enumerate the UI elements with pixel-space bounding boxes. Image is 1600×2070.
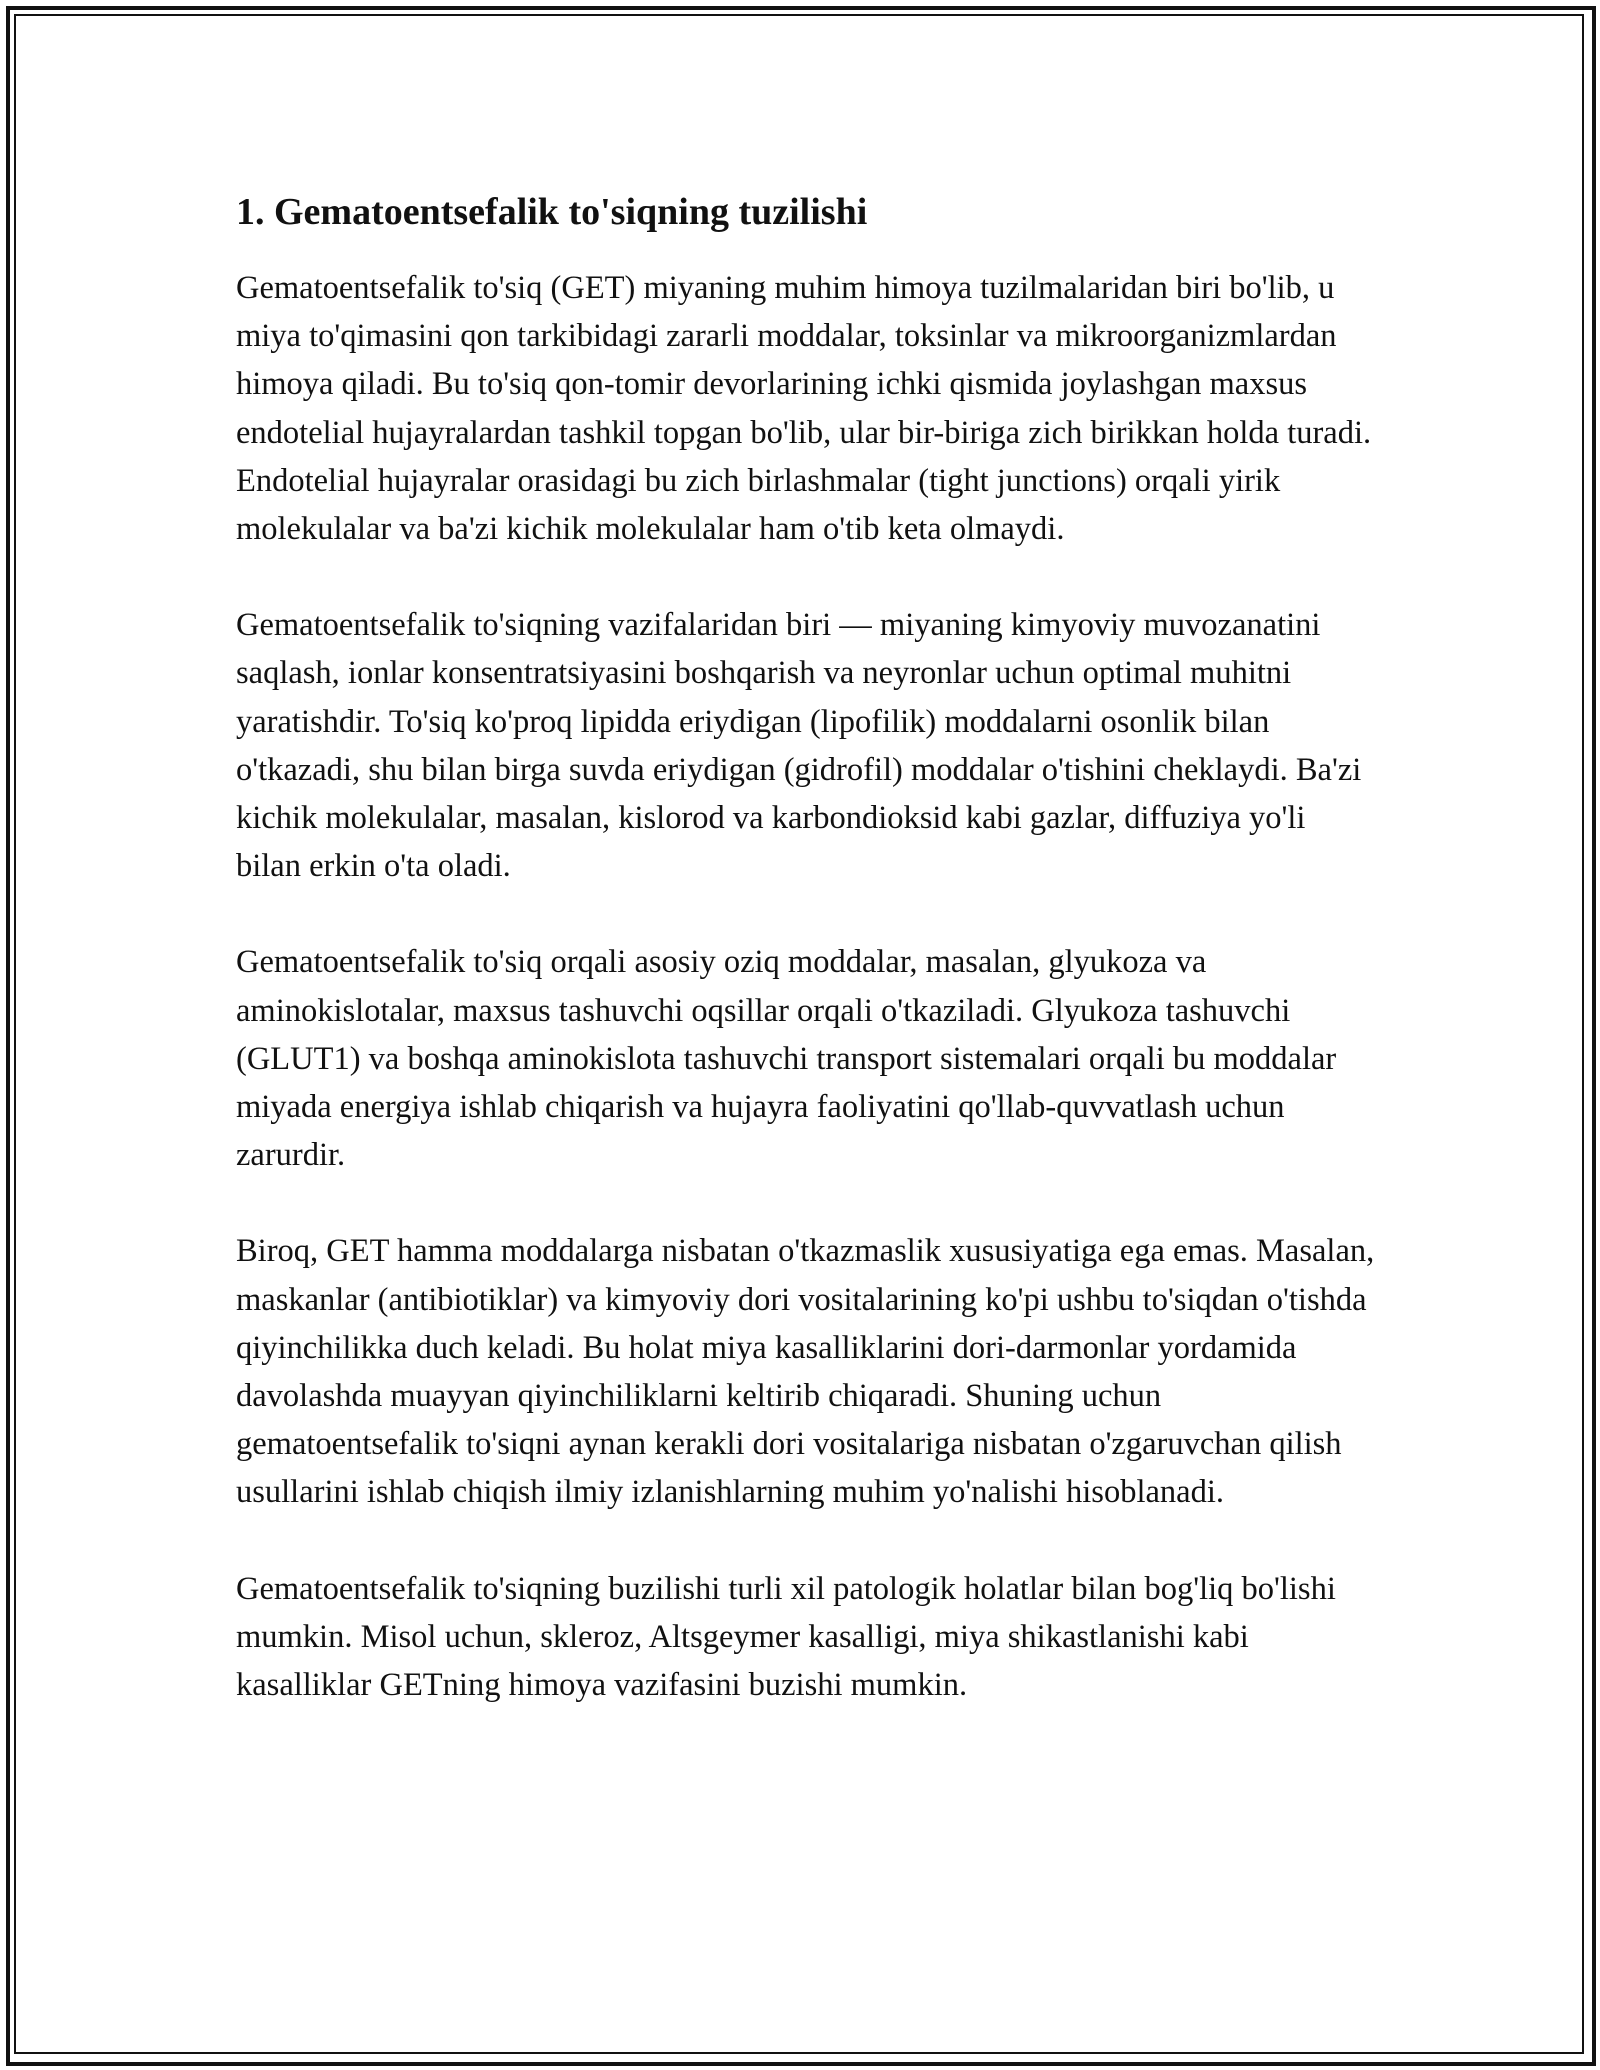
paragraph-1: Gematoentsefalik to'siq (GET) miyaning muhim himoya tuzilmalaridan biri bo'lib, u miya to'qimasini qon tarkibidagi zararli moddalar, toksinlar va mikroorganizmlardan himoya qiladi. Bu to'siq qon-tomir devorlarining ichki qismida joylashgan maxsus endotelial hujayralardan tashkil topgan bo'lib, ular bir-biriga zich birikkan holda turadi. Endotelial hujayralar orasidagi bu zich birlashmalar (tight junctions) orqali yirik molekulalar va ba'zi kichik molekulalar ham o'tib keta olmaydi. <box>236 270 1372 548</box>
paragraph-4: Biroq, GET hamma moddalarga nisbatan o'tkazmaslik xususiyatiga ega emas. Masalan, maskanlar (antibiotiklar) va kimyoviy dori vositalarining ko'pi ushbu to'siqdan o'tishda qiyinchilikka duch keladi. Bu holat miya kasalliklarini dori-darmonlar yordamida davolashda muayyan qiyinchiliklarni keltirib chiqaradi. Shuning uchun gematoentsefalik to'siqni aynan kerakli dori vositalariga nisbatan o'zgaruvchan qilish usullarini ishlab chiqish ilmiy izlanishlarning muhim yo'nalishi hisoblanadi. <box>236 1233 1375 1511</box>
paragraph-5: Gematoentsefalik to'siqning buzilishi turli xil patologik holatlar bilan bog'liq bo'lishi mumkin. Misol uchun, skleroz, Altsgeymer kasalligi, miya shikastlanishi kabi kasalliklar GETning himoya vazifasini buzishi mumkin. <box>236 1570 1336 1704</box>
document-body <box>236 184 1376 1709</box>
paragraph-3: Gematoentsefalik to'siq orqali asosiy oziq moddalar, masalan, glyukoza va aminokislotalar, maxsus tashuvchi oqsillar orqali o'tkaziladi. Glyukoza tashuvchi (GLUT1) va boshqa aminokislota tashuvchi transport sistemalari orqali bu moddalar miyada energiya ishlab chiqarish va hujayra faoliyatini qo'llab-quvvatlash uchun zarurdir. <box>236 944 1337 1174</box>
section-title: 1. Gematoentsefalik to'siqning tuzilishi <box>236 191 868 233</box>
paragraph-2: Gematoentsefalik to'siqning vazifalaridan biri — miyaning kimyoviy muvozanatini saqlash, ionlar konsentratsiyasini boshqarish va neyronlar uchun optimal muhitni yaratishdir. To'siq ko'proq lipidda eriydigan (lipofilik) moddalarni osonlik bilan o'tkazadi, shu bilan birga suvda eriydigan (gidrofil) moddalar o'tishini cheklaydi. Ba'zi kichik molekulalar, masalan, kislorod va karbondioksid kabi gazlar, diffuziya yo'li bilan erkin o'ta oladi. <box>236 607 1362 885</box>
